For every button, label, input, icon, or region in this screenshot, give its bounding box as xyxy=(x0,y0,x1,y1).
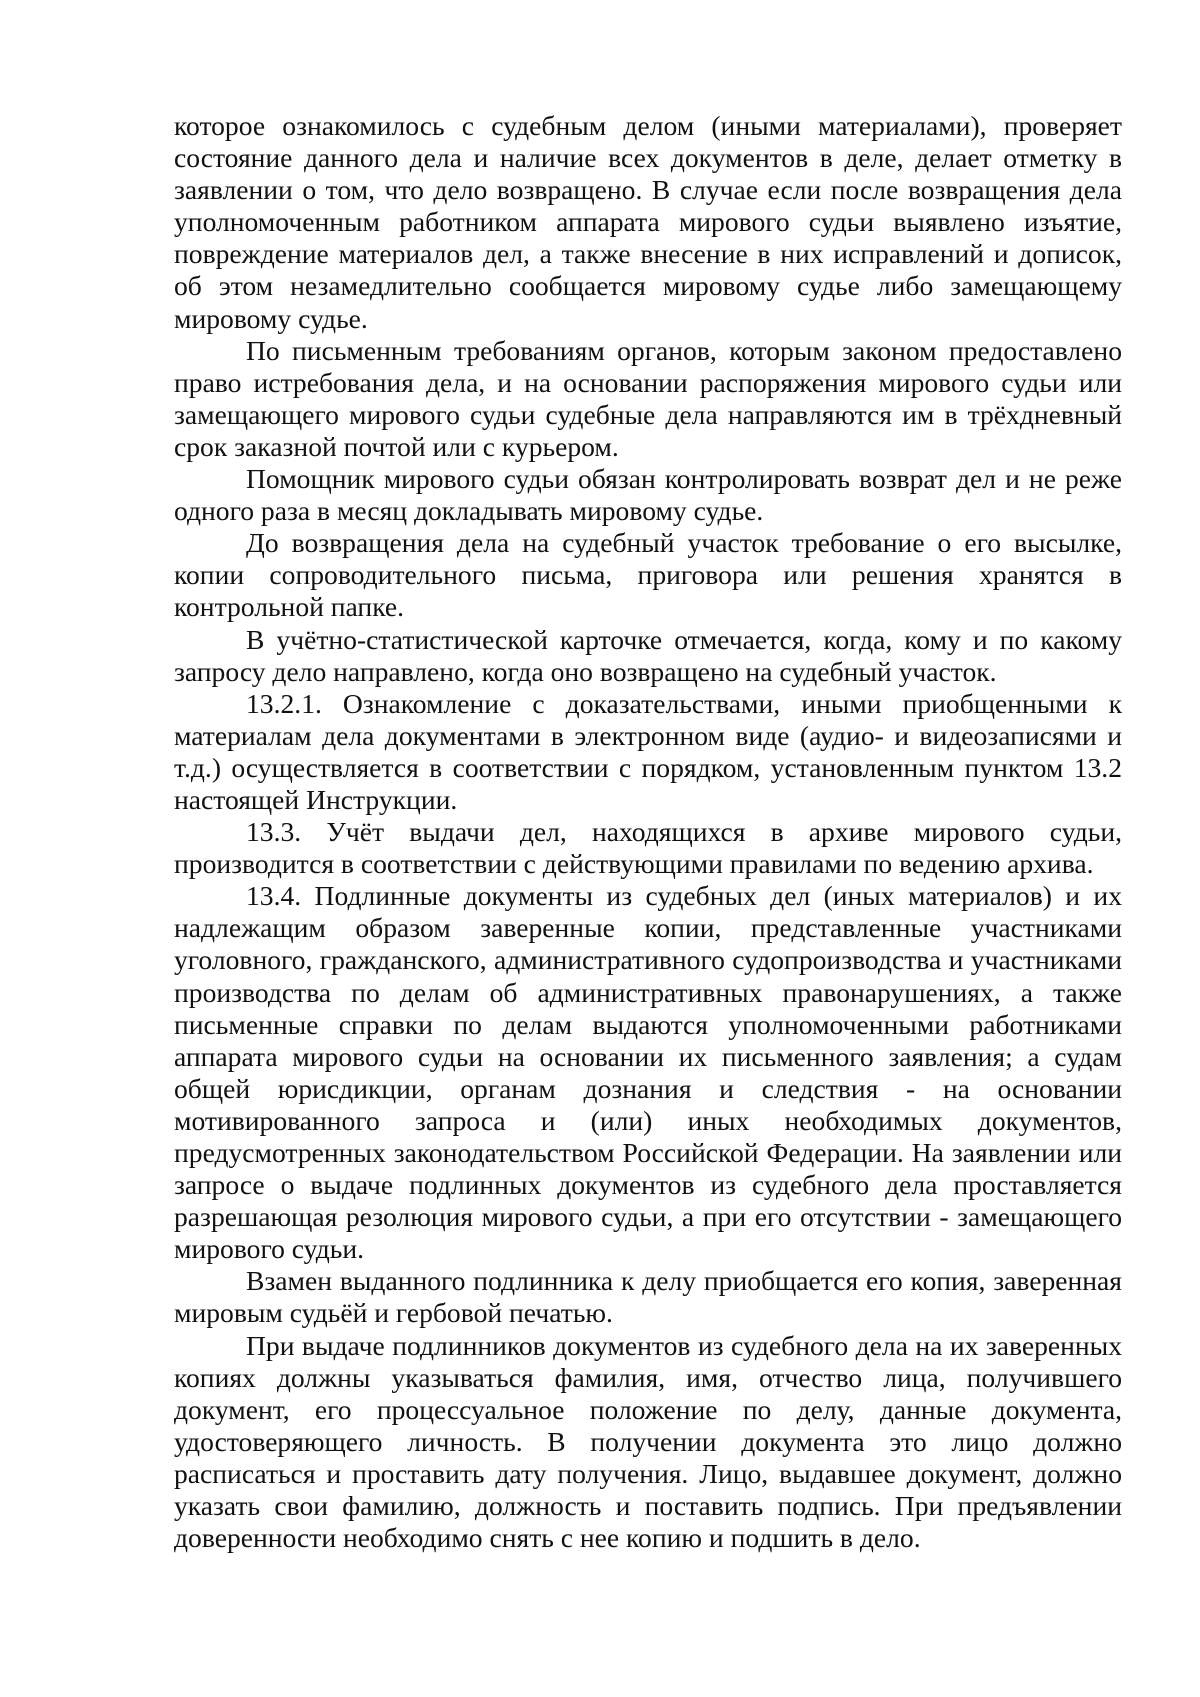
paragraph-assistant-control: Помощник мирового судьи обязан контролировать возврат дел и не реже одного раза в месяц докладывать мировому судье. xyxy=(174,463,1122,527)
paragraph-statistical-card: В учётно-статистической карточке отмечается, когда, кому и по какому запросу дело направлено, когда оно возвращено на судебный участок. xyxy=(174,623,1122,687)
paragraph-case-return-check: которое ознакомилось с судебным делом (иными материалами), проверяет состояние данного дела и наличие всех документов в деле, делает отметку в заявлении о том, что дело возвращено. В случае если после возвращения дела уполномоченным работником аппарата мирового судьи выявлено изъятие, повреждение материалов дел, а также внесение в них исправлений и дописок, об этом незамедлительно сообщается мировому судье либо замещающему мировому судье. xyxy=(174,110,1122,334)
paragraph-copy-attached: Взамен выданного подлинника к делу приобщается его копия, заверенная мировым судьёй и гербовой печатью. xyxy=(174,1265,1122,1329)
document-body xyxy=(174,110,1122,1554)
paragraph-case-request-by-authorities: По письменным требованиям органов, которым законом предоставлено право истребования дела, и на основании распоряжения мирового судьи или замещающего мирового судьи судебные дела направляются им в трёхдневный срок заказной почтой или с курьером. xyxy=(174,334,1122,462)
paragraph-13-2-1: 13.2.1. Ознакомление с доказательствами, иными приобщенными к материалам дела документами в электронном виде (аудио- и видеозаписями и т.д.) осуществляется в соответствии с порядком, установленным пунктом 13.2 настоящей Инструкции. xyxy=(174,687,1122,815)
paragraph-issuing-originals: При выдаче подлинников документов из судебного дела на их заверенных копиях должны указываться фамилия, имя, отчество лица, получившего документ, его процессуальное положение по делу, данные документа, удостоверяющего личность. В получении документа это лицо должно расписаться и проставить дату получения. Лицо, выдавшее документ, должно указать свои фамилию, должность и поставить подпись. При предъявлении доверенности необходимо снять с нее копию и подшить в дело. xyxy=(174,1329,1122,1554)
paragraph-13-4: 13.4. Подлинные документы из судебных дел (иных материалов) и их надлежащим образом заверенные копии, представленные участниками уголовного, гражданского, административного судопроизводства и участниками производства по делам об административных правонарушениях, а также письменные справки по делам выдаются уполномоченными работниками аппарата мирового судьи на основании их письменного заявления; а судам общей юрисдикции, органам дознания и следствия - на основании мотивированного запроса и (или) иных необходимых документов, предусмотренных законодательством Российской Федерации. На заявлении или запросе о выдаче подлинных документов из судебного дела проставляется разрешающая резолюция мирового судьи, а при его отсутствии - замещающего мирового судьи. xyxy=(174,880,1122,1265)
paragraph-13-3: 13.3. Учёт выдачи дел, находящихся в архиве мирового судьи, производится в соответствии с действующими правилами по ведению архива. xyxy=(174,816,1122,880)
paragraph-control-folder: До возвращения дела на судебный участок требование о его высылке, копии сопроводительного письма, приговора или решения хранятся в контрольной папке. xyxy=(174,527,1122,623)
